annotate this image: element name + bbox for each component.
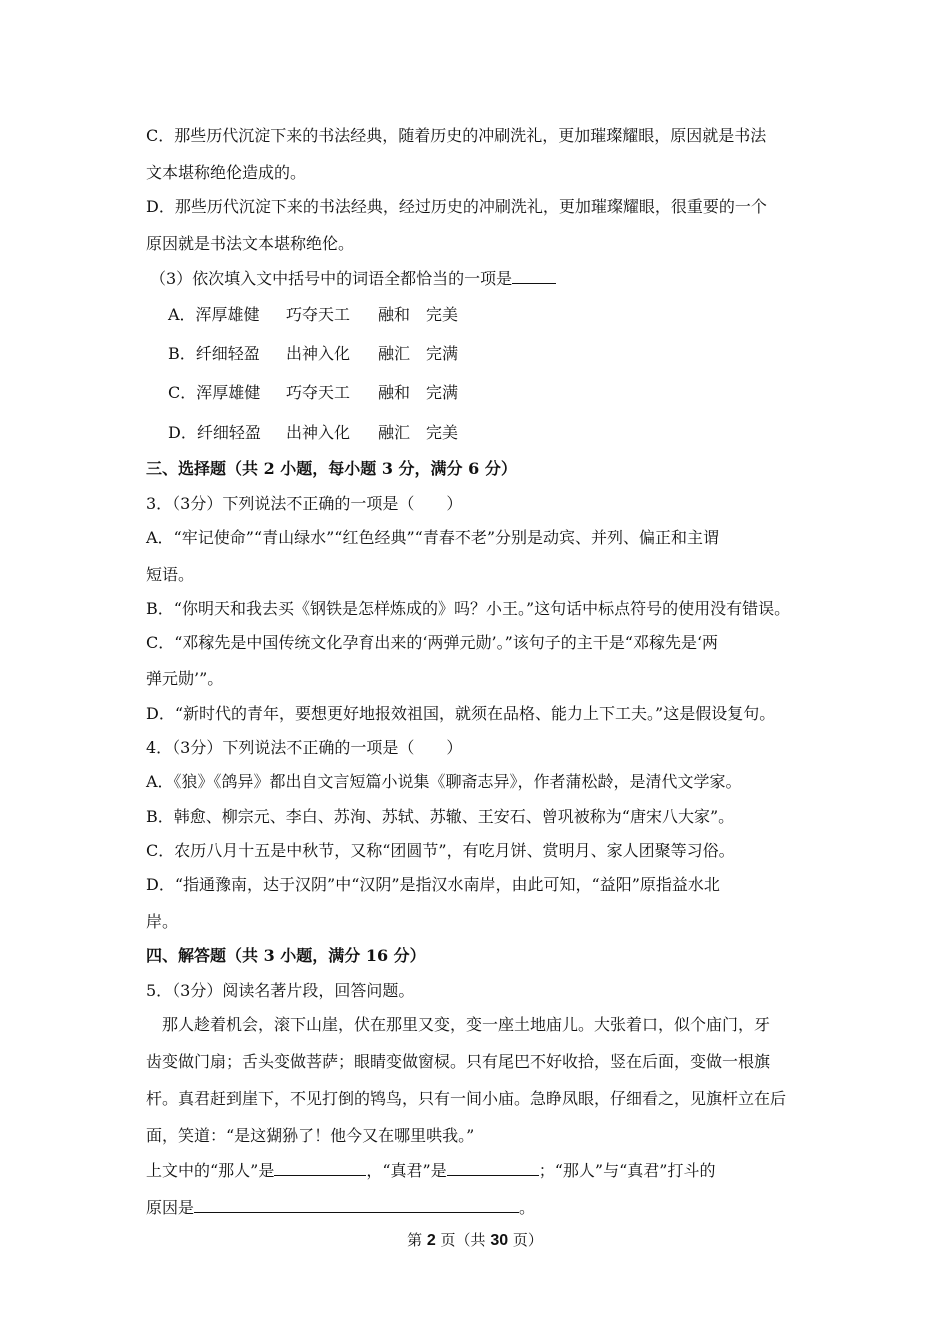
- q5-question-line2: [146, 1196, 535, 1219]
- option-label: A．浑厚雄健: [168, 305, 260, 324]
- q3-option-a-line2: 短语。: [146, 565, 195, 584]
- q2-option-d-line1: D．那些历代沉淀下来的书法经典，经过历史的冲刷洗礼，更加璀璨耀眼，很重要的一个: [146, 197, 767, 216]
- section-3-heading: 三、选择题（共 2 小题，每小题 3 分，满分 6 分）: [146, 459, 517, 478]
- q4-stem: 4．（3分）下列说法不正确的一项是（ ）: [146, 738, 463, 757]
- footer-page-number: 2: [426, 1232, 436, 1249]
- option-word: 完满: [426, 344, 459, 363]
- answer-blank[interactable]: [512, 267, 556, 284]
- option-label: C．浑厚雄健: [168, 383, 261, 402]
- option-word: 巧夺天工: [286, 305, 351, 324]
- q5-question-text: ；“那人”与“真君”打斗的: [538, 1161, 716, 1180]
- section-4-heading: 四、解答题（共 3 小题，满分 16 分）: [146, 946, 426, 965]
- q3-stem: 3．（3分）下列说法不正确的一项是（ ）: [146, 494, 463, 513]
- answer-blank-zhenjun[interactable]: [447, 1159, 539, 1176]
- q3-option-c-line1: C．“邓稼先是中国传统文化孕育出来的‘两弹元勋’。”该句子的主干是“邓稼先是‘两: [146, 633, 719, 652]
- q5-question-text: 上文中的“那人”是: [146, 1161, 275, 1180]
- footer-text: 页）: [508, 1231, 543, 1249]
- footer-text: 第: [407, 1231, 427, 1249]
- footer-total-pages: 30: [490, 1232, 509, 1249]
- option-word: 完美: [426, 423, 459, 442]
- q2-3-option-c: [168, 382, 458, 404]
- option-word: 完满: [426, 383, 459, 402]
- q5-question-text: ，“真君”是: [366, 1161, 447, 1180]
- q2-3-stem: [150, 267, 556, 290]
- q2-option-c-line1: C．那些历代沉淀下来的书法经典，随着历史的冲刷洗礼，更加璀璨耀眼，原因就是书法: [146, 126, 767, 145]
- answer-blank-that-person[interactable]: [274, 1159, 366, 1176]
- q5-passage-line: 齿变做门扇；舌头变做菩萨；眼睛变做窗棂。只有尾巴不好收拾，竖在后面，变做一根旗: [146, 1052, 771, 1071]
- q4-option-b: B．韩愈、柳宗元、李白、苏洵、苏轼、苏辙、王安石、曾巩被称为“唐宋八大家”。: [146, 807, 735, 826]
- q4-option-a: A．《狼》《鸽异》都出自文言短篇小说集《聊斋志异》，作者蒲松龄，是清代文学家。: [146, 772, 742, 791]
- q5-question-text: 。: [519, 1198, 536, 1217]
- option-word: 完美: [426, 305, 459, 324]
- option-label: D．纤细轻盈: [168, 423, 261, 442]
- option-word: 出神入化: [286, 423, 351, 442]
- q2-3-option-a: [168, 304, 458, 326]
- q2-3-option-b: [168, 343, 458, 365]
- q2-option-c-line2: 文本堪称绝伦造成的。: [146, 163, 307, 182]
- q2-option-d-line2: 原因就是书法文本堪称绝伦。: [146, 234, 355, 253]
- q3-option-a-line1: A．“牢记使命”“青山绿水”“红色经典”“青春不老”分别是动宾、并列、偏正和主谓: [146, 528, 719, 547]
- q3-option-d: D．“新时代的青年，要想更好地报效祖国，就须在品格、能力上下工夫。”这是假设复句。: [146, 704, 776, 723]
- q5-passage-line: 杆。真君赶到崖下，不见打倒的鸨鸟，只有一间小庙。急睁凤眼，仔细看之，见旗杆立在后: [146, 1089, 787, 1108]
- option-label: B．纤细轻盈: [168, 344, 260, 363]
- option-word: 巧夺天工: [286, 383, 351, 402]
- option-word: 融和: [378, 383, 411, 402]
- q5-passage-line: 那人趁着机会，滚下山崖，伏在那里又变，变一座土地庙儿。大张着口，似个庙门，牙: [162, 1015, 771, 1034]
- footer-text: 页（共: [435, 1231, 491, 1249]
- q5-question-text: 原因是: [146, 1198, 195, 1217]
- q5-passage-line: 面，笑道：“是这猢狲了！他今又在哪里哄我。”: [146, 1126, 475, 1145]
- q4-option-d-line2: 岸。: [146, 912, 179, 931]
- q3-option-b: B．“你明天和我去买《钢铁是怎样炼成的》吗？小王。”这句话中标点符号的使用没有错误。: [146, 599, 791, 618]
- q2-3-option-d: [168, 422, 458, 444]
- page-footer: [0, 1229, 950, 1252]
- q3-option-c-line2: 弹元勋’”。: [146, 669, 224, 688]
- q5-question-line1: [146, 1159, 715, 1182]
- option-word: 出神入化: [286, 344, 351, 363]
- q2-3-stem-text: （3）依次填入文中括号中的词语全都恰当的一项是: [150, 269, 513, 288]
- option-word: 融汇: [378, 423, 411, 442]
- q4-option-c: C．农历八月十五是中秋节，又称“团圆节”，有吃月饼、赏明月、家人团聚等习俗。: [146, 841, 735, 860]
- q5-stem: 5．（3分）阅读名著片段，回答问题。: [146, 981, 415, 1000]
- answer-blank-reason[interactable]: [194, 1196, 519, 1213]
- option-word: 融汇: [378, 344, 411, 363]
- q4-option-d-line1: D．“指通豫南，达于汉阴”中“汉阴”是指汉水南岸，由此可知，“益阳”原指益水北: [146, 875, 720, 894]
- option-word: 融和: [378, 305, 411, 324]
